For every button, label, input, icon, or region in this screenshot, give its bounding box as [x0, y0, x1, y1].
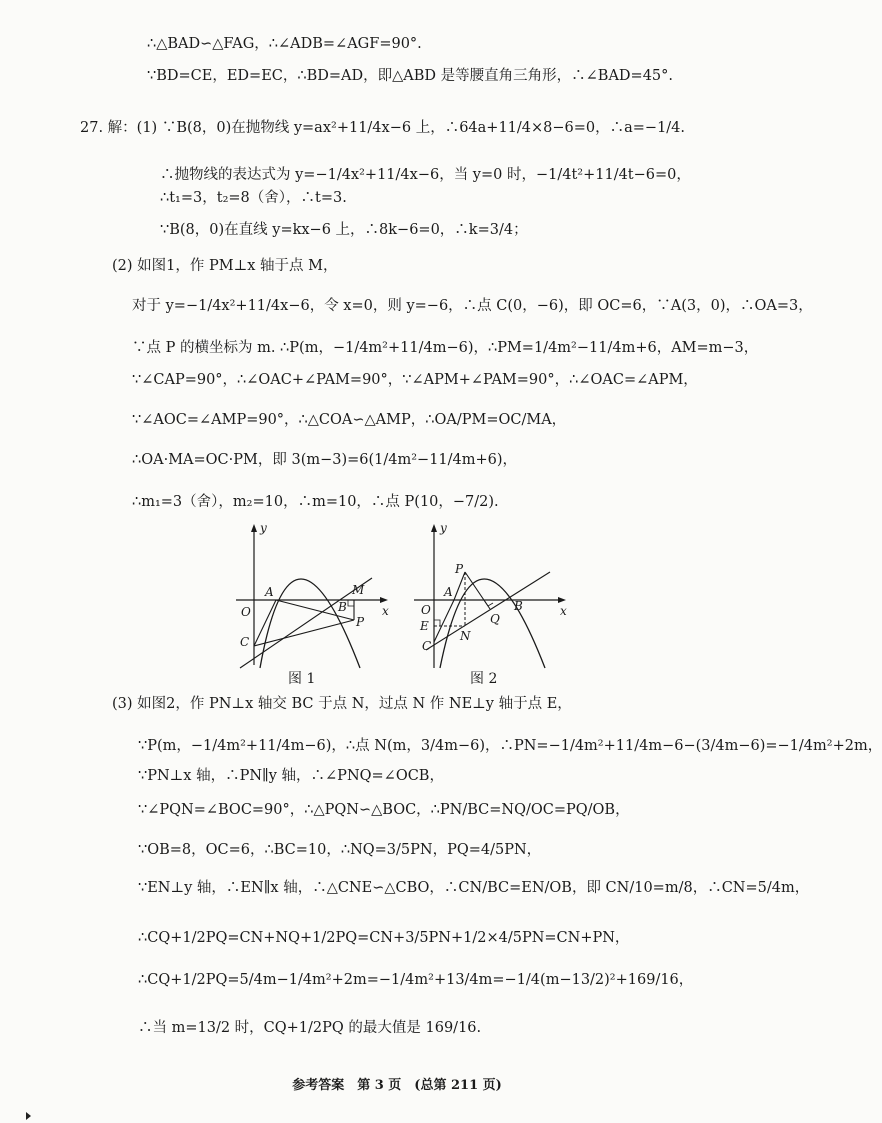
- fig2-label-E: E: [420, 619, 429, 633]
- solution-line: 对于 y=−1/4x²+11/4x−6，令 x=0，则 y=−6，∴点 C(0，−6)，即 OC=6，∵A(3，0)，∴OA=3，: [132, 298, 813, 314]
- solution-line: ∵OB=8，OC=6，∴BC=10，∴NQ=3/5PN，PQ=4/5PN，: [138, 842, 542, 858]
- fig1-label-y: y: [260, 521, 267, 535]
- solution-line: ∴CQ+1/2PQ=5/4m−1/4m²+2m=−1/4m²+13/4m=−1/4(m−13/2)²+169/16，: [138, 972, 694, 988]
- solution-line: ∵EN⊥y 轴，∴EN∥x 轴，∴△CNE∽△CBO，∴CN/BC=EN/OB，即 CN/10=m/8，∴CN=5/4m，: [138, 880, 810, 896]
- solution-line: ∴OA·MA=OC·PM，即 3(m−3)=6(1/4m²−11/4m+6)，: [132, 452, 518, 468]
- fig2-label-y: y: [440, 521, 447, 535]
- solution-line: ∴△BAD∽△FAG，∴∠ADB=∠AGF=90°.: [147, 36, 422, 52]
- figure-2-diagram: [410, 520, 575, 670]
- solution-line: ∵∠AOC=∠AMP=90°，∴△COA∽△AMP，∴OA/PM=OC/MA，: [132, 412, 567, 428]
- fig1-label-O: O: [241, 605, 251, 619]
- fig2-label-N: N: [460, 629, 471, 643]
- corner-marker: [26, 1112, 31, 1120]
- figure-1-diagram: [232, 520, 392, 670]
- solution-line: ∴抛物线的表达式为 y=−1/4x²+11/4x−6，当 y=0 时，−1/4t²+11/4t−6=0，: [160, 167, 691, 183]
- solution-line: ∴t₁=3，t₂=8（舍），∴t=3.: [160, 190, 347, 206]
- figure-1-caption: 图 1: [288, 671, 316, 687]
- solution-line: ∵P(m，−1/4m²+11/4m−6)，∴点 N(m，3/4m−6)，∴PN=−1/4m²+11/4m−6−(3/4m−6)=−1/4m²+2m，: [138, 738, 882, 754]
- solution-line: ∵BD=CE，ED=EC，∴BD=AD，即△ABD 是等腰直角三角形，∴∠BAD=45°.: [147, 68, 673, 84]
- solution-line: ∴当 m=13/2 时，CQ+1/2PQ 的最大值是 169/16.: [138, 1020, 482, 1036]
- page-footer: 参考答案 第 3 页 (总第 211 页): [292, 1078, 502, 1093]
- figure-2-caption: 图 2: [470, 671, 498, 687]
- solution-line: ∵PN⊥x 轴，∴PN∥y 轴，∴∠PNQ=∠OCB，: [138, 768, 444, 784]
- fig1-label-P: P: [356, 615, 365, 629]
- solution-line: ∴CQ+1/2PQ=CN+NQ+1/2PQ=CN+3/5PN+1/2×4/5PN=CN+PN，: [138, 930, 630, 946]
- fig1-label-A: A: [265, 585, 274, 599]
- part-2-heading: (2) 如图1，作 PM⊥x 轴于点 M，: [112, 258, 338, 274]
- fig1-label-B: B: [338, 600, 347, 614]
- fig2-label-x: x: [560, 604, 567, 618]
- fig2-label-P: P: [455, 562, 464, 576]
- solution-line: ∵点 P 的横坐标为 m. ∴P(m，−1/4m²+11/4m−6)，∴PM=1/4m²−11/4m+6，AM=m−3，: [132, 340, 759, 356]
- solution-line: ∴m₁=3（舍），m₂=10，∴m=10，∴点 P(10，−7/2).: [132, 494, 499, 510]
- fig2-label-O: O: [421, 603, 431, 617]
- fig2-label-C: C: [422, 639, 432, 653]
- problem-27-line: 27. 解：(1) ∵B(8，0)在抛物线 y=ax²+11/4x−6 上，∴64a+11/4×8−6=0，∴a=−1/4.: [80, 120, 686, 136]
- fig2-label-Q: Q: [490, 612, 500, 626]
- fig1-label-M: M: [352, 583, 365, 597]
- solution-line: ∵B(8，0)在直线 y=kx−6 上，∴8k−6=0，∴k=3/4；: [160, 222, 528, 238]
- fig2-label-B: B: [514, 599, 523, 613]
- part-3-heading: (3) 如图2，作 PN⊥x 轴交 BC 于点 N，过点 N 作 NE⊥y 轴于点 E，: [112, 696, 572, 712]
- solution-line: ∵∠CAP=90°，∴∠OAC+∠PAM=90°，∵∠APM+∠PAM=90°，∴∠OAC=∠APM，: [132, 372, 698, 388]
- fig2-label-A: A: [444, 585, 453, 599]
- solution-line: ∵∠PQN=∠BOC=90°，∴△PQN∽△BOC，∴PN/BC=NQ/OC=PQ/OB，: [138, 802, 630, 818]
- fig1-label-x: x: [382, 604, 389, 618]
- fig1-label-C: C: [240, 635, 250, 649]
